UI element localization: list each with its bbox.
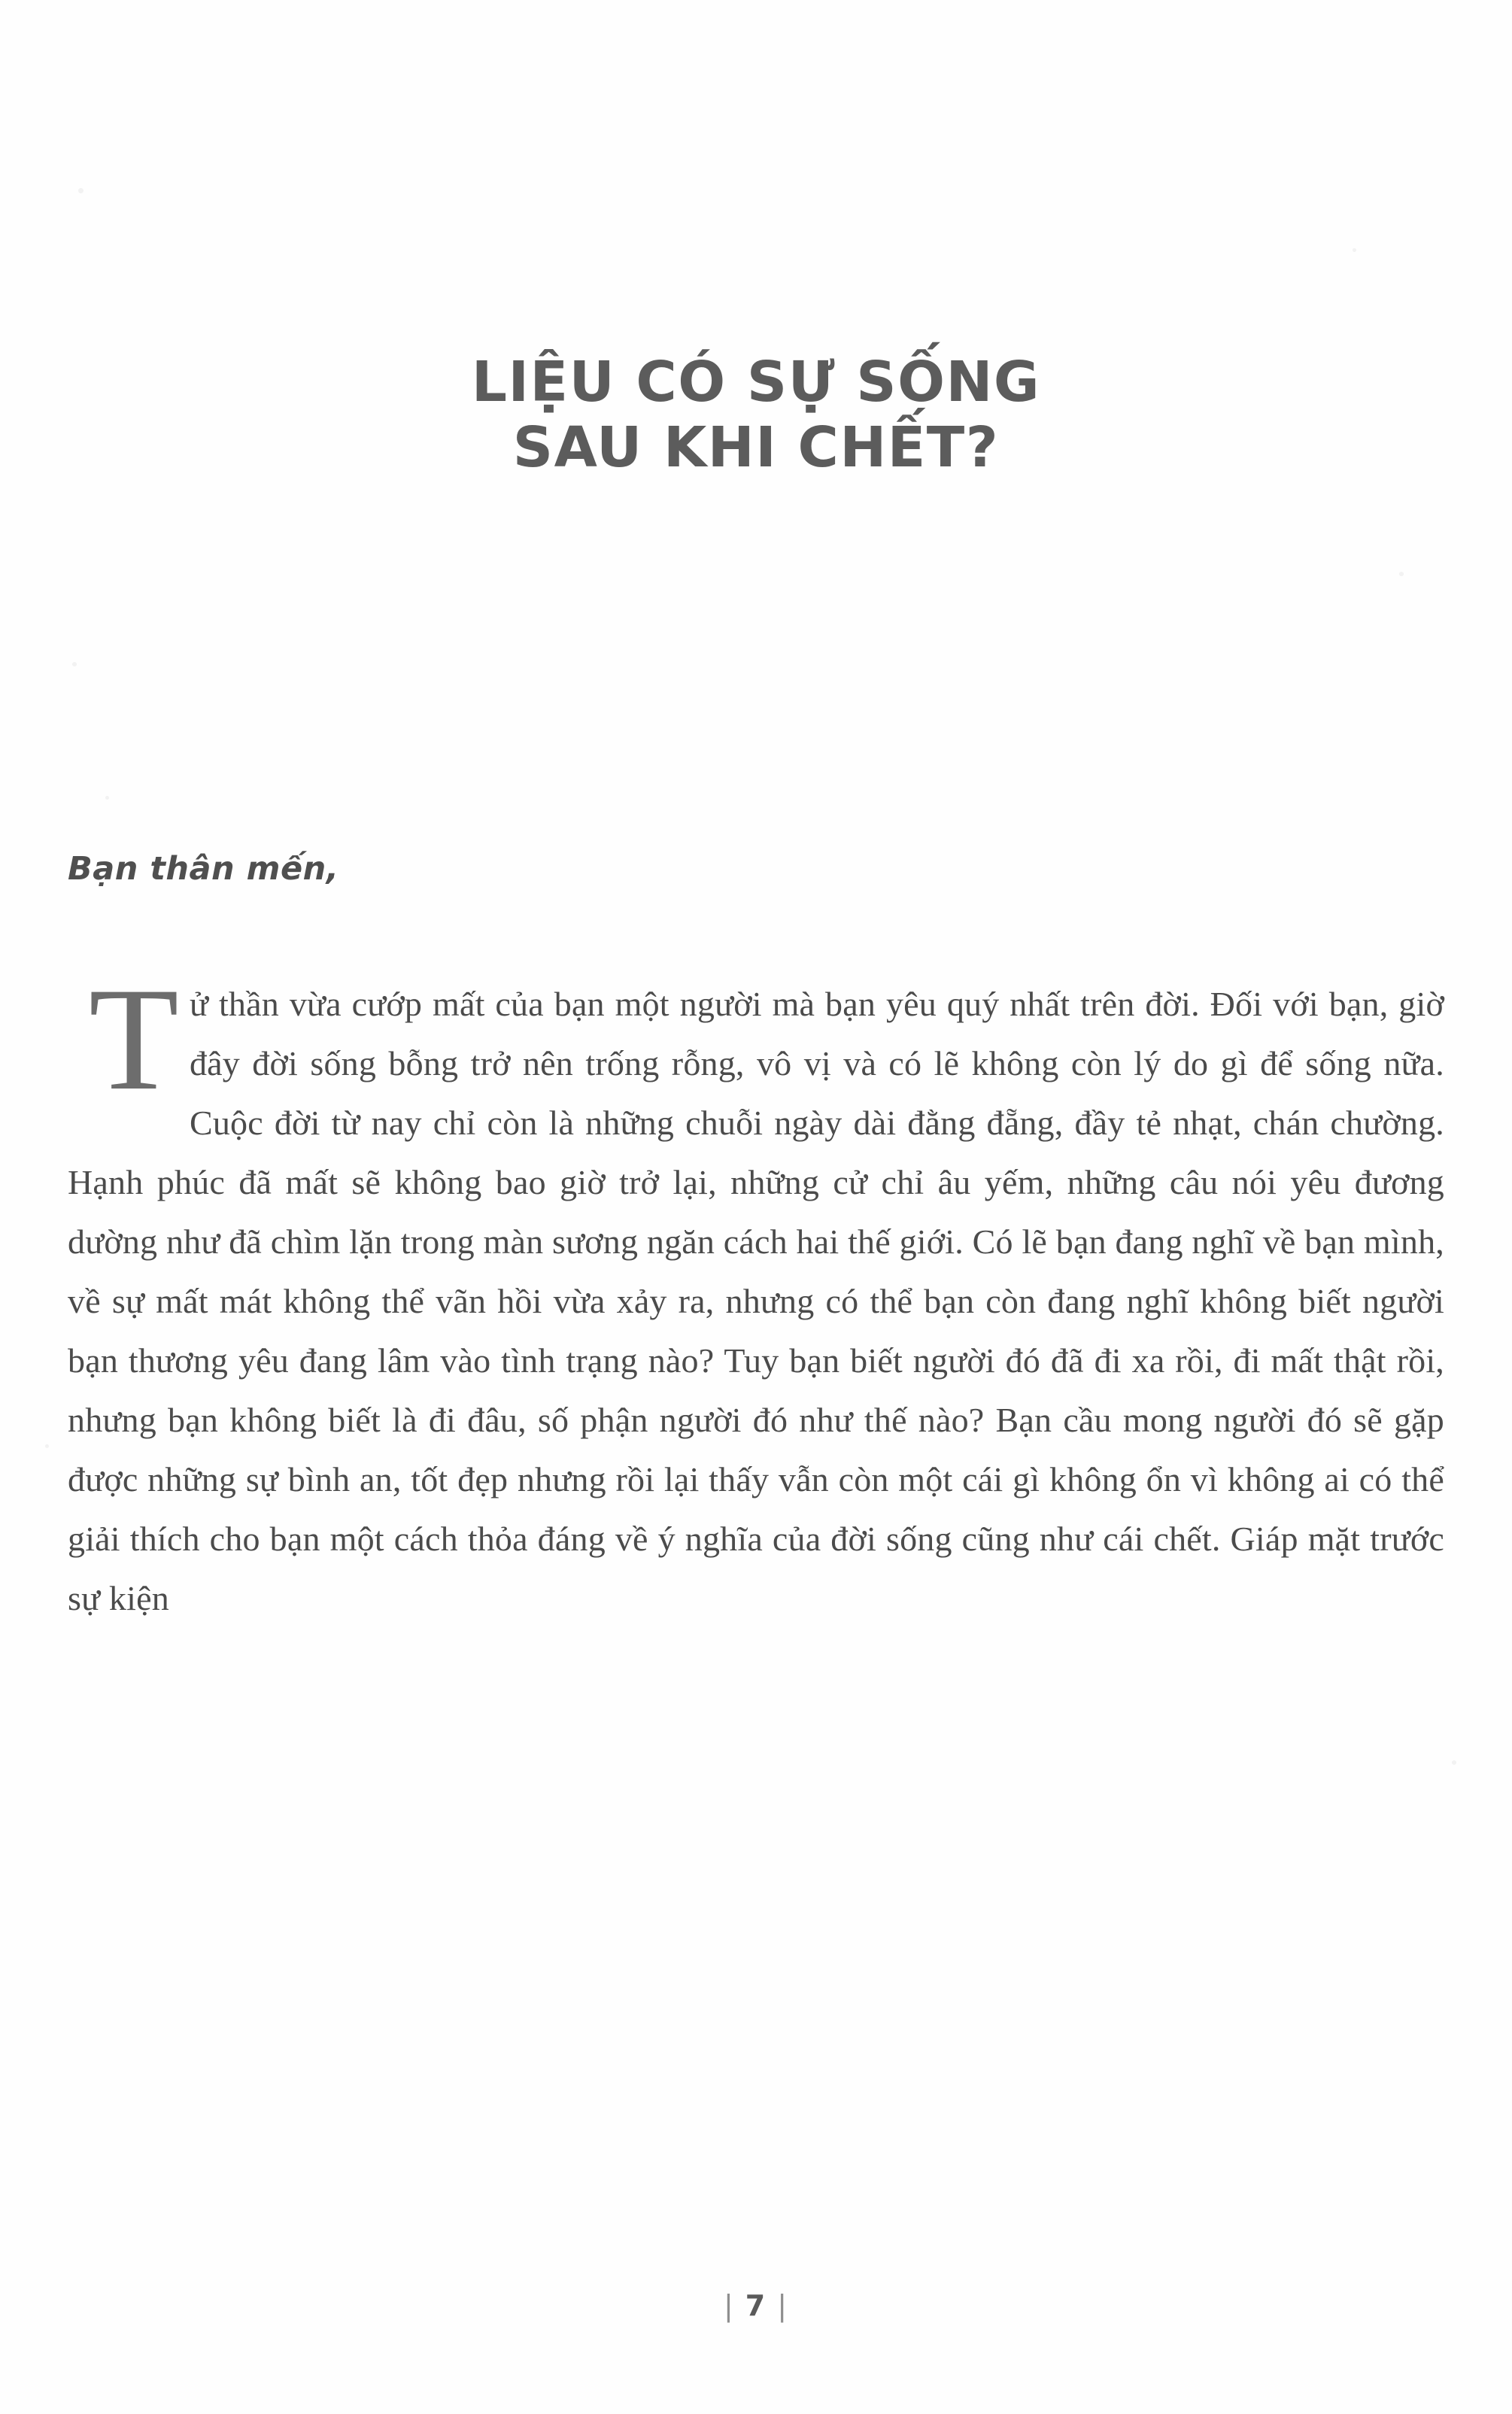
chapter-title-line-2: SAU KHI CHẾT? [512,414,1000,480]
page-footer [68,2289,1444,2322]
folio-rule-right: | [777,2289,789,2322]
salutation: Bạn thân mến, [68,850,339,888]
paper-speckle [1452,1760,1456,1765]
body-paragraph-text: ử thần vừa cướp mất của bạn một người mà bạn yêu quý nhất trên đời. Đối với bạn, giờ đây đời sống bỗng trở nên trống rỗng, vô vị và có lẽ không còn lý do gì để sống nữa. Cuộc đời từ nay chỉ còn là những chuỗi ngày dài đằng đẵng, đầy tẻ nhạt, chán chường. Hạnh phúc đã mất sẽ không bao giờ trở lại, những cử chỉ âu yếm, những câu nói yêu đương dường như đã chìm lặn trong màn sương ngăn cách hai thế giới. Có lẽ bạn đang nghĩ về bạn mình, về sự mất mát không thể vãn hồi vừa xảy ra, nhưng có thể bạn còn đang nghĩ không biết người bạn thương yêu đang lâm vào tình trạng nào? Tuy bạn biết người đó đã đi xa rồi, đi mất thật rồi, nhưng bạn không biết là đi đâu, số phận người đó như thế nào? Bạn cầu mong người đó sẽ gặp được những sự bình an, tốt đẹp nhưng rồi lại thấy vẫn còn một cái gì không ổn vì không ai có thể giải thích cho bạn một cách thỏa đáng về ý nghĩa của đời sống cũng như cái chết. Giáp mặt trước sự kiện [68,985,1444,1617]
chapter-title [68,350,1444,481]
page-content [68,0,1444,2414]
drop-cap: T [89,958,179,1121]
page-number: 7 [745,2289,767,2322]
paper-speckle [45,1444,49,1448]
chapter-title-line-1: LIỆU CÓ SỰ SỐNG [471,349,1041,414]
body-paragraph-block [68,958,1444,1628]
folio-rule-left: | [723,2289,735,2322]
